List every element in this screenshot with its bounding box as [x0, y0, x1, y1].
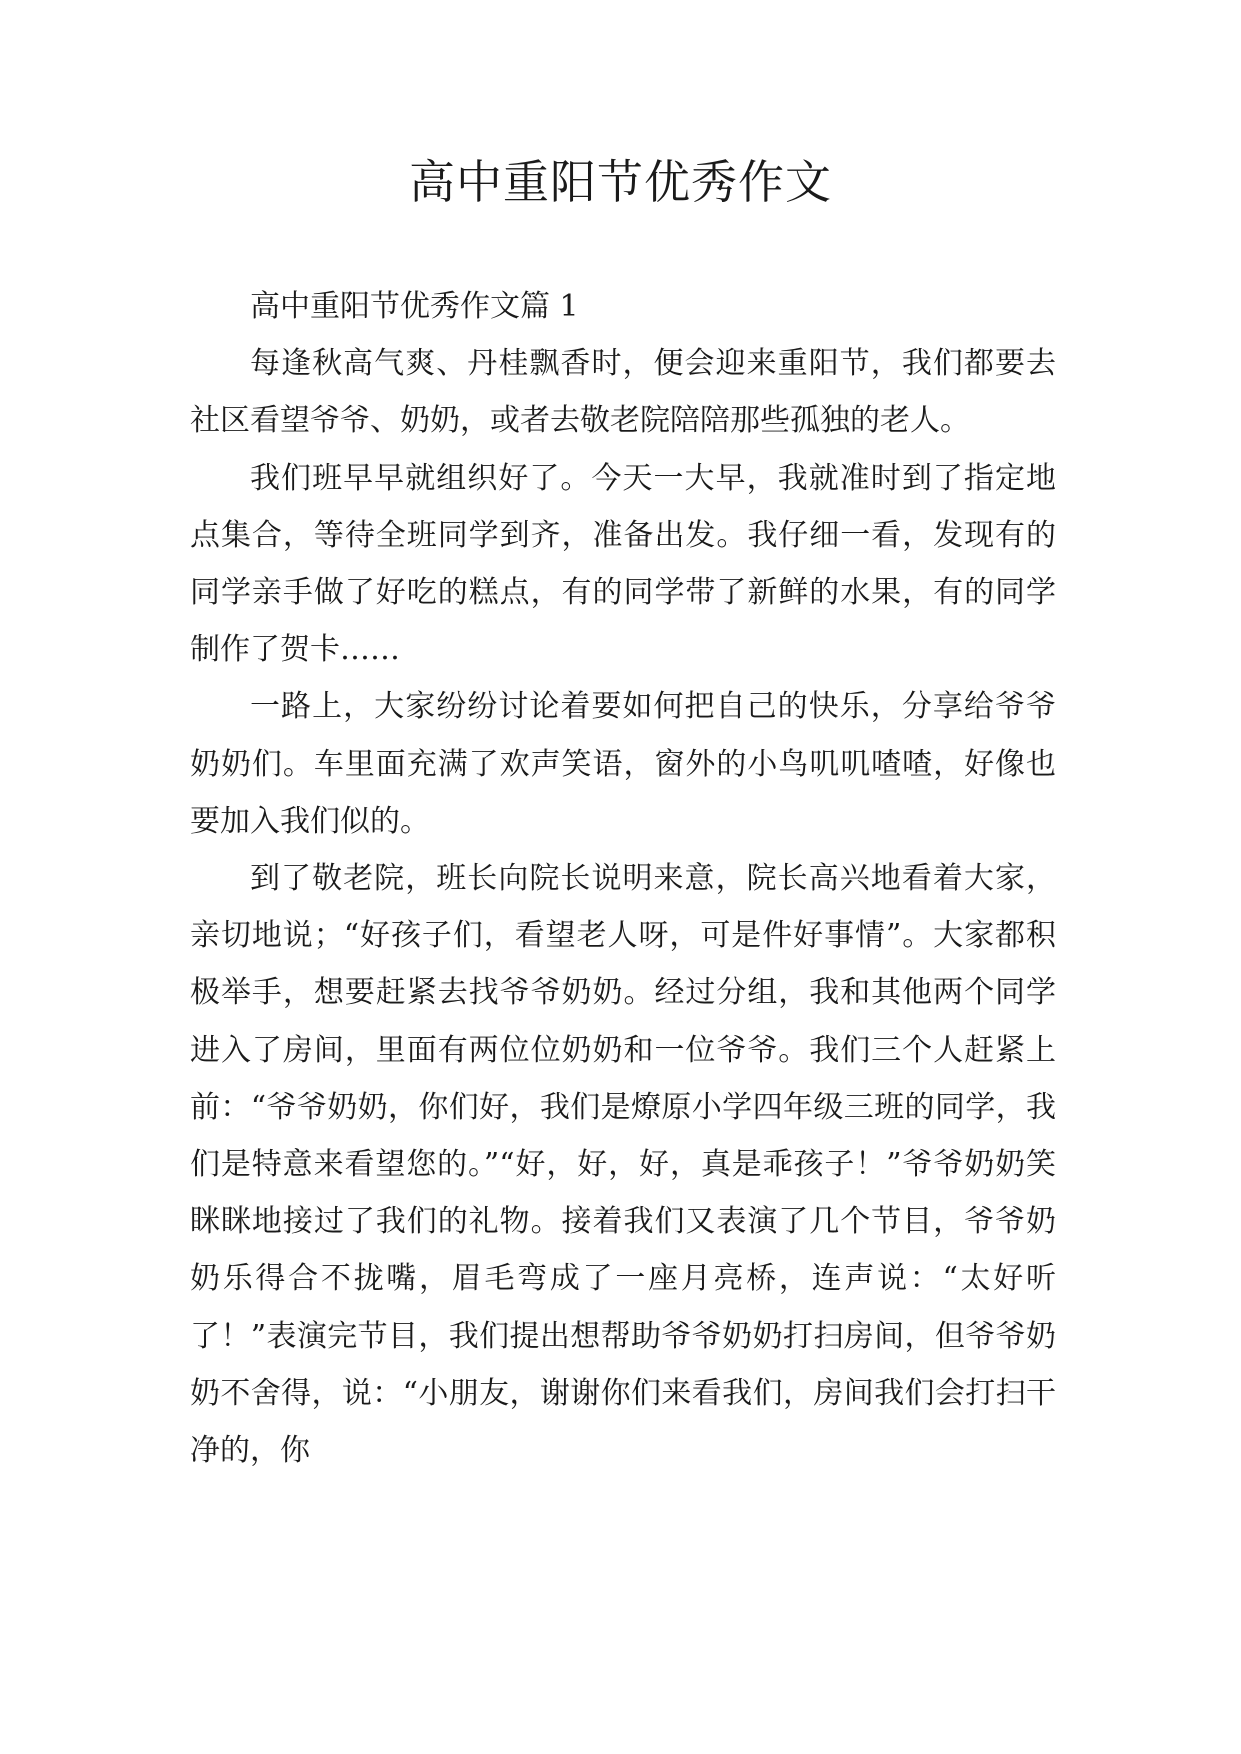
paragraph: 一路上，大家纷纷讨论着要如何把自己的快乐，分享给爷爷奶奶们。车里面充满了欢声笑语，窗外的小鸟叽叽喳喳，好像也要加入我们似的。 [190, 689, 1056, 839]
paragraph: 每逢秋高气爽、丹桂飘香时，便会迎来重阳节，我们都要去社区看望爷爷、奶奶，或者去敬老院陪陪那些孤独的老人。 [190, 346, 1056, 439]
paragraph: 我们班早早就组织好了。今天一大早，我就准时到了指定地点集合，等待全班同学到齐，准备出发。我仔细一看，发现有的同学亲手做了好吃的糕点，有的同学带了新鲜的水果，有的同学制作了贺卡…… [190, 460, 1056, 668]
paragraph: 到了敬老院，班长向院长说明来意，院长高兴地看着大家，亲切地说；“好孩子们，看望老人呀，可是件好事情”。大家都积极举手，想要赶紧去找爷爷奶奶。经过分组，我和其他两个同学进入了房间，里面有两位位奶奶和一位爷爷。我们三个人赶紧上前：“爷爷奶奶，你们好，我们是燎原小学四年级三班的同学，我们是特意来看望您的。”“好，好，好，真是乖孩子！”爷爷奶奶笑眯眯地接过了我们的礼物。接着我们又表演了几个节目，爷爷奶奶乐得合不拢嘴，眉毛弯成了一座月亮桥，连声说：“太好听了！”表演完节目，我们提出想帮助爷爷奶奶打扫房间，但爷爷奶奶不舍得，说：“小朋友，谢谢你们来看我们，房间我们会打扫干净的，你 [190, 861, 1056, 1469]
document-title: 高中重阳节优秀作文 [409, 155, 832, 209]
document-body [190, 278, 1056, 1479]
section-heading: 高中重阳节优秀作文篇 1 [250, 289, 579, 324]
